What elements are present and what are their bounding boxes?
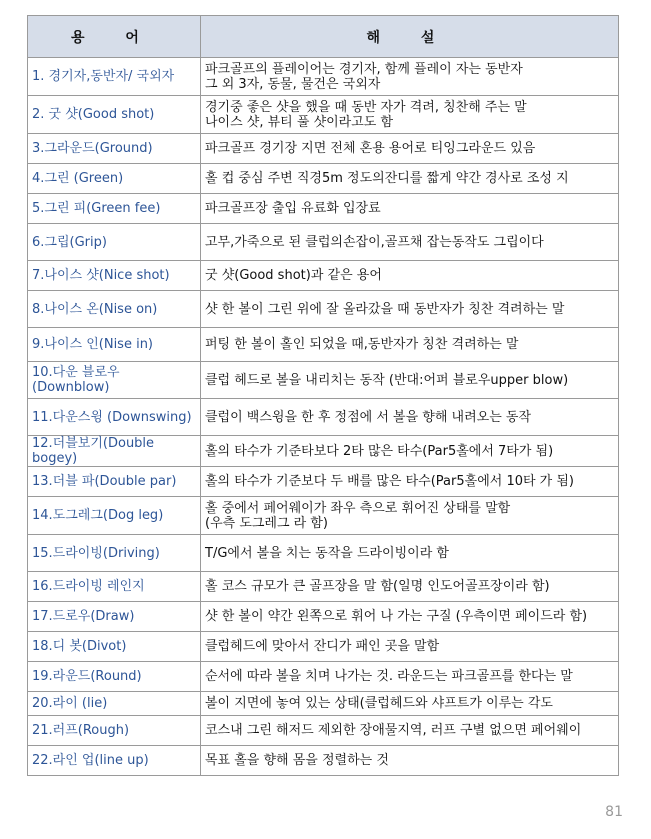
- table-row: [28, 58, 619, 96]
- description-cell: 홀 컵 중심 주변 직경5m 정도의잔디를 짧게 약간 경사로 조성 지: [201, 164, 619, 194]
- description-cell: 샷 한 볼이 약간 왼쪽으로 휘어 나 가는 구질 (우측이면 페이드라 함): [201, 602, 619, 632]
- table-row: [28, 261, 619, 291]
- description-cell: 굿 샷(Good shot)과 같은 용어: [201, 261, 619, 291]
- header-row: [28, 16, 619, 58]
- term-cell: 6.그립(Grip): [28, 224, 201, 261]
- description-cell: 홀 중에서 페어웨이가 좌우 측으로 휘어진 상태를 말함 (우측 도그레그 라 함): [201, 497, 619, 535]
- term-cell: 9.나이스 인(Nise in): [28, 328, 201, 362]
- table-row: [28, 716, 619, 746]
- page-number: 81: [605, 804, 623, 820]
- table-row: [28, 328, 619, 362]
- table-row: [28, 497, 619, 535]
- term-cell: 1. 경기자,동반자/ 국외자: [28, 58, 201, 96]
- term-cell: 22.라인 업(line up): [28, 746, 201, 776]
- description-cell: 퍼팅 한 볼이 홀인 되었을 때,동반자가 칭찬 격려하는 말: [201, 328, 619, 362]
- description-cell: 고무,가죽으로 된 클럽의손잡이,골프채 잡는동작도 그립이다: [201, 224, 619, 261]
- description-cell: 파크골프의 플레이어는 경기자, 함께 플레이 자는 동반자 그 외 3자, 동물, 물건은 국외자: [201, 58, 619, 96]
- table-row: [28, 362, 619, 399]
- description-cell: 홀의 타수가 기준보다 두 배를 많은 타수(Par5홀에서 10타 가 됨): [201, 467, 619, 497]
- description-cell: 샷 한 볼이 그린 위에 잘 올라갔을 때 동반자가 칭찬 격려하는 말: [201, 291, 619, 328]
- header-description: 해 설: [201, 16, 619, 58]
- description-cell: T/G에서 볼을 치는 동작을 드라이빙이라 함: [201, 535, 619, 572]
- description-cell: 클럽이 백스윙을 한 후 정점에 서 볼을 향해 내려오는 동작: [201, 399, 619, 436]
- term-cell: 20.라이 (lie): [28, 692, 201, 716]
- table-row: [28, 572, 619, 602]
- header-term: 용 어: [28, 16, 201, 58]
- term-cell: 18.디 봇(Divot): [28, 632, 201, 662]
- term-cell: 3.그라운드(Ground): [28, 134, 201, 164]
- table-row: [28, 291, 619, 328]
- term-cell: 14.도그레그(Dog leg): [28, 497, 201, 535]
- table-row: [28, 134, 619, 164]
- description-cell: 경기중 좋은 샷을 했을 때 동반 자가 격려, 칭찬해 주는 말 나이스 샷, 뷰티 풀 샷이라고도 함: [201, 96, 619, 134]
- term-cell: 4.그린 (Green): [28, 164, 201, 194]
- table-row: [28, 602, 619, 632]
- table-row: [28, 746, 619, 776]
- term-cell: 16.드라이빙 레인지: [28, 572, 201, 602]
- description-cell: 클럽헤드에 맞아서 잔디가 패인 곳을 말함: [201, 632, 619, 662]
- term-cell: 19.라운드(Round): [28, 662, 201, 692]
- description-cell: 홀 코스 규모가 큰 골프장을 말 함(일명 인도어골프장이라 함): [201, 572, 619, 602]
- term-cell: 2. 굿 샷(Good shot): [28, 96, 201, 134]
- table-row: [28, 224, 619, 261]
- description-cell: 파크골프 경기장 지면 전체 혼용 용어로 티잉그라운드 있음: [201, 134, 619, 164]
- term-cell: 7.나이스 샷(Nice shot): [28, 261, 201, 291]
- description-cell: 목표 홀을 향해 몸을 정렬하는 것: [201, 746, 619, 776]
- description-cell: 파크골프장 출입 유료화 입장료: [201, 194, 619, 224]
- term-cell: 15.드라이빙(Driving): [28, 535, 201, 572]
- table-row: [28, 535, 619, 572]
- table-row: [28, 692, 619, 716]
- table-row: [28, 399, 619, 436]
- table-row: [28, 436, 619, 467]
- term-cell: 10.다운 블로우 (Downblow): [28, 362, 201, 399]
- glossary-body: [28, 58, 619, 776]
- term-cell: 11.다운스윙 (Downswing): [28, 399, 201, 436]
- term-cell: 8.나이스 온(Nise on): [28, 291, 201, 328]
- term-cell: 5.그린 피(Green fee): [28, 194, 201, 224]
- table-row: [28, 632, 619, 662]
- table-row: [28, 662, 619, 692]
- description-cell: 순서에 따라 볼을 치며 나가는 것. 라운드는 파크골프를 한다는 말: [201, 662, 619, 692]
- term-cell: 17.드로우(Draw): [28, 602, 201, 632]
- description-cell: 코스내 그린 해저드 제외한 장애물지역, 러프 구별 없으면 페어웨이: [201, 716, 619, 746]
- term-cell: 13.더블 파(Double par): [28, 467, 201, 497]
- term-cell: 12.더블보기(Double bogey): [28, 436, 201, 467]
- table-row: [28, 164, 619, 194]
- description-cell: 볼이 지면에 놓여 있는 상태(클럽헤드와 샤프트가 이루는 각도: [201, 692, 619, 716]
- table-row: [28, 467, 619, 497]
- glossary-table: [27, 15, 619, 776]
- table-row: [28, 96, 619, 134]
- term-cell: 21.러프(Rough): [28, 716, 201, 746]
- description-cell: 홀의 타수가 기준타보다 2타 많은 타수(Par5홀에서 7타가 됨): [201, 436, 619, 467]
- description-cell: 클럽 헤드로 볼을 내리치는 동작 (반대:어퍼 블로우upper blow): [201, 362, 619, 399]
- table-row: [28, 194, 619, 224]
